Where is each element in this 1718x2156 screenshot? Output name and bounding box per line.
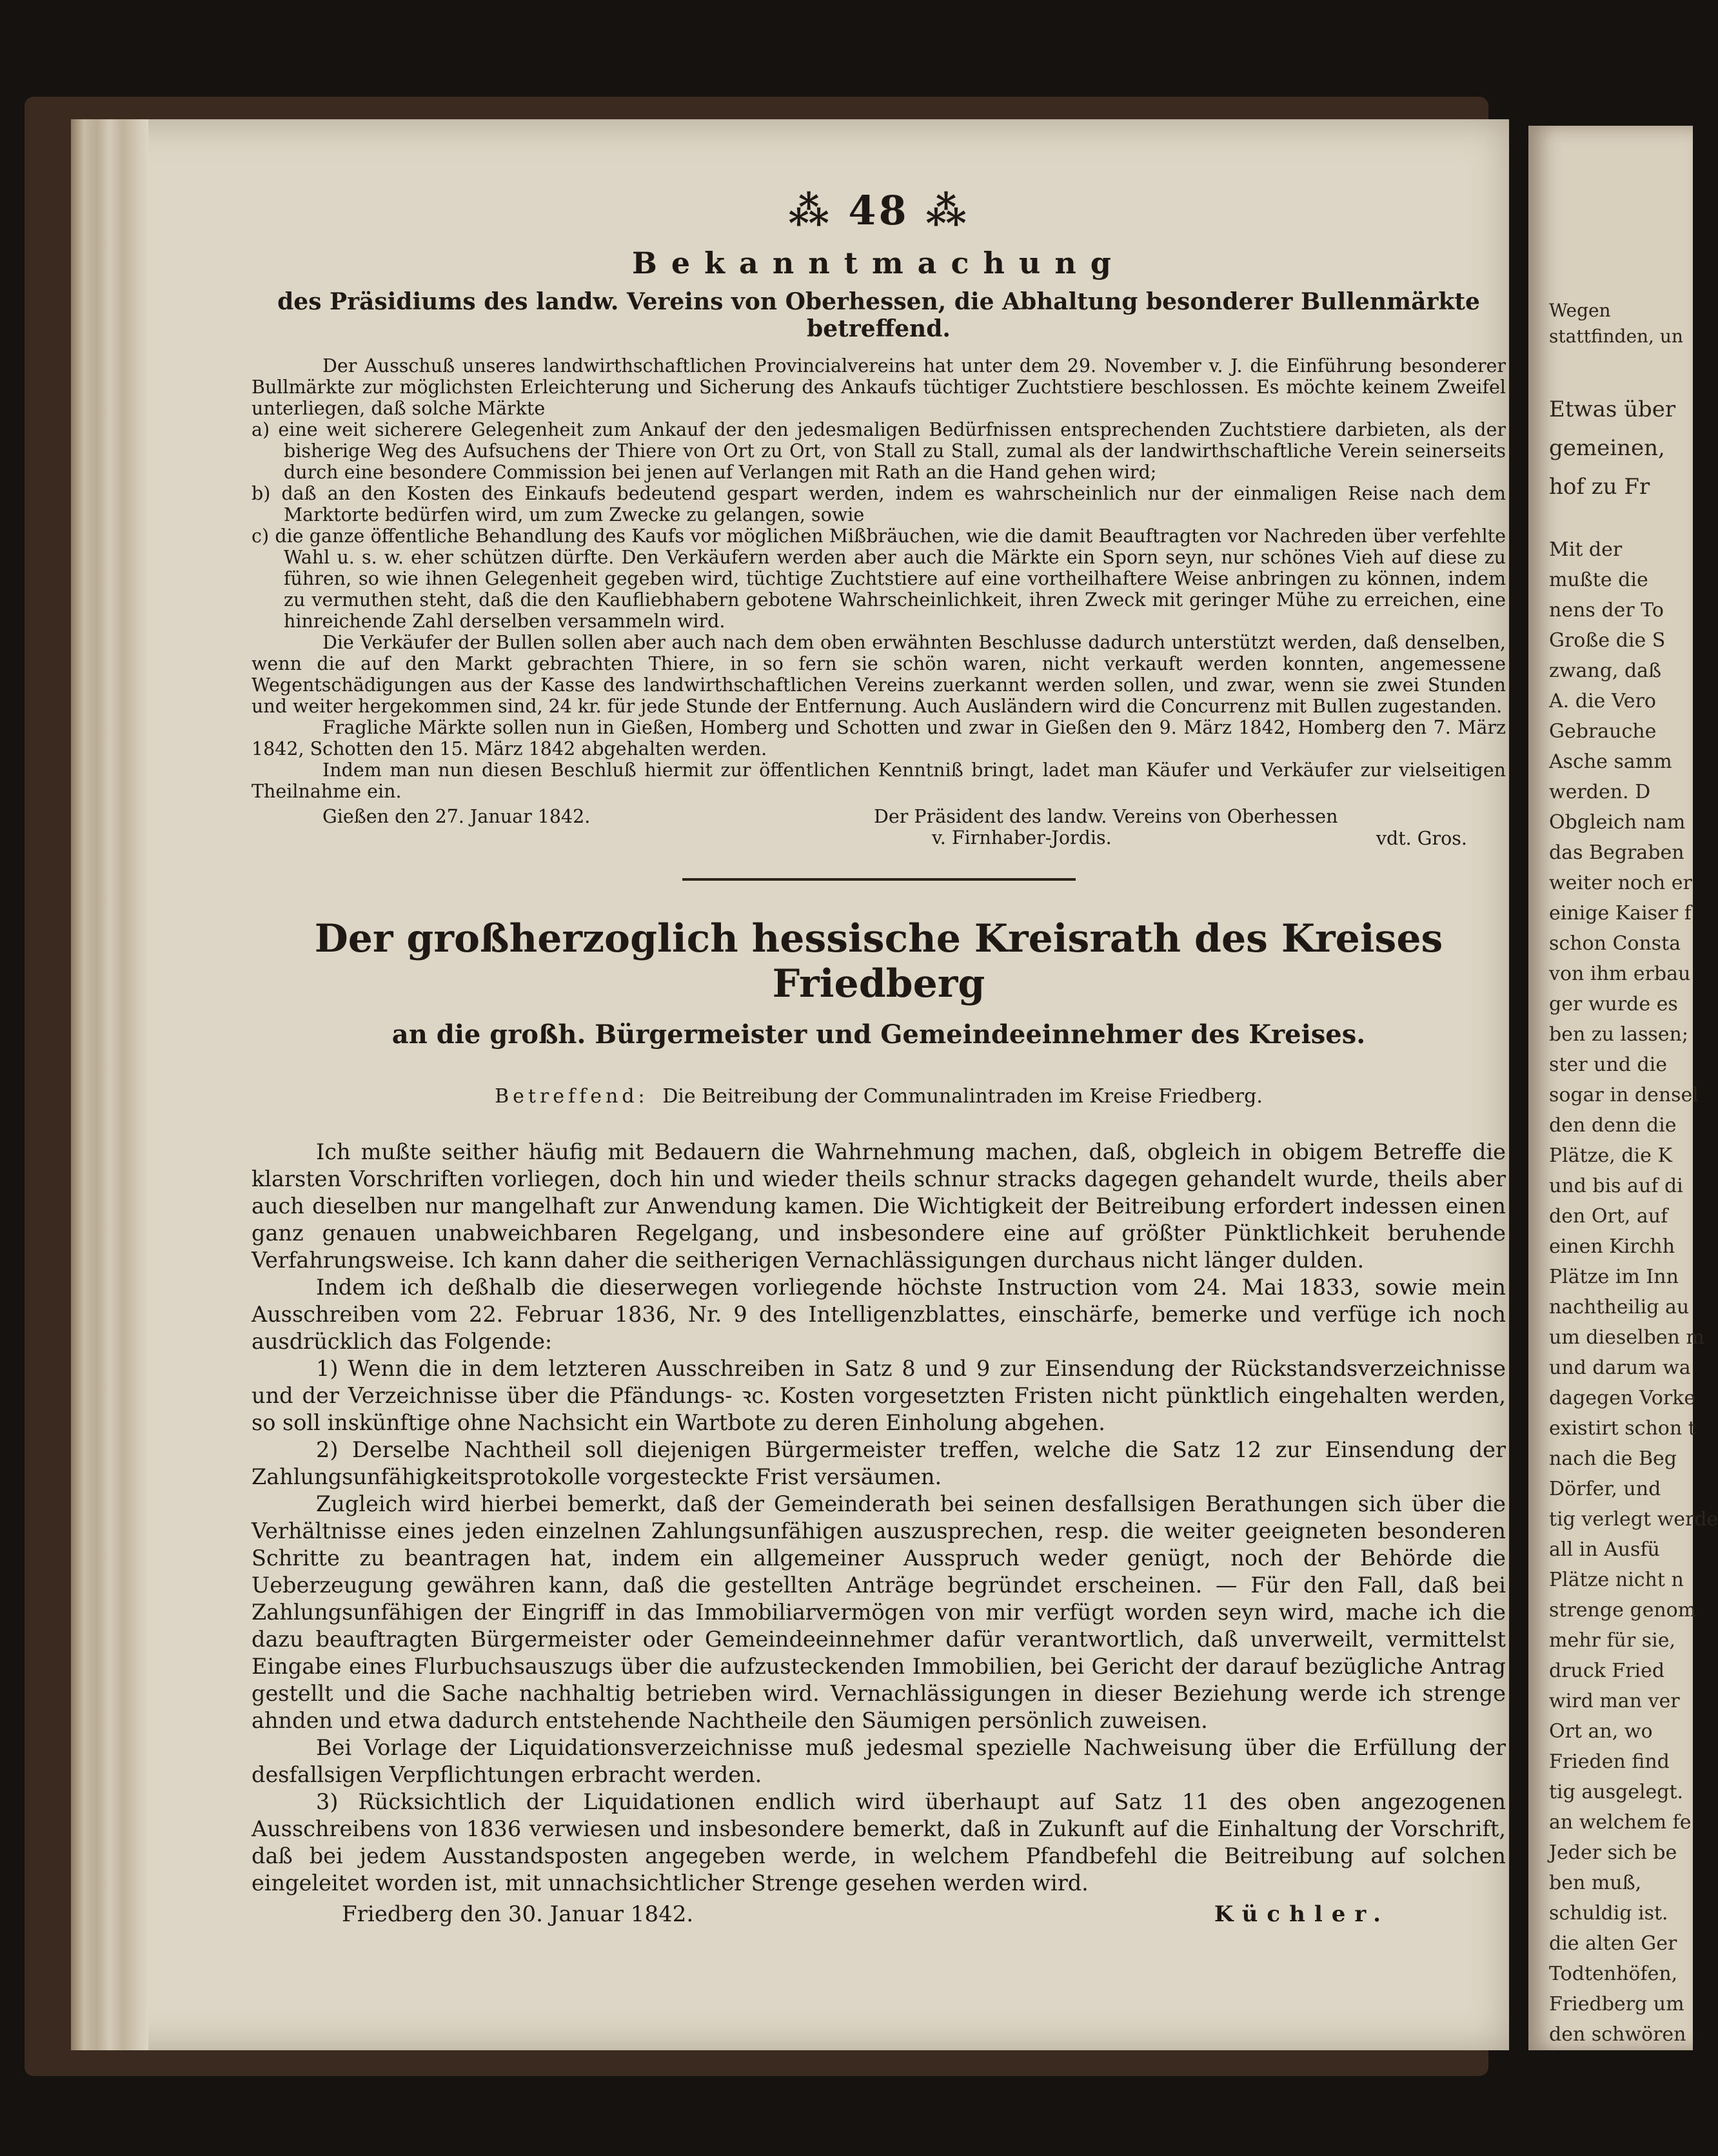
adjacent-page-line: Friedberg um [1549,1993,1684,2015]
adjacent-page-line: A. die Vero [1549,690,1656,712]
adjacent-page-line: Etwas über [1549,397,1676,422]
decree-title: Der großherzoglich hessische Kreisrath des Kreises Friedberg [314,916,1443,1006]
adjacent-page-line: stattfinden, un [1549,326,1683,347]
adjacent-page-line: Gebrauche [1549,720,1657,743]
adjacent-page-line: gemeinen, [1549,435,1665,461]
decree-paragraph: Zugleich wird hierbei bemerkt, daß der Gemeinderath bei seinen desfallsigen Berathungen sich über die Verhältnisse eines jeden einzelnen Zahlungsunfähigen auszusprechen, resp. die weiter geeigneten besonderen Schritte zu beantragen hat, indem ein allgemeiner Ausspruch weder genügt, noch der Behörde die Ueberzeugung gewähren kann, daß die gestellten Anträge begründet erscheinen. — Für den Fall, daß bei Zahlungsunfähigen der Eingriff in das Immobiliarvermögen von mir verfügt worden seyn wird, mache ich die dazu beauftragten Bürgermeister oder Gemeindeeinnehmer dafür verantwortlich, daß unverweilt, vermittelst Eingabe eines Flurbuchsauszugs über die aufzusteckenden Immobilien, bei Gericht der darauf bezügliche Antrag gestellt und die Sache nachhaltig betrieben wird. Vernachlässigungen in dieser Beziehung werde ich strenge ahnden und etwa dadurch entstehende Nachtheile den Säumigen persönlich zuweisen. [252,1491,1506,1733]
decree-point-3: 3) Rücksichtlich der Liquidationen endlich wird überhaupt auf Satz 11 des oben angezogenen Ausschreibens von 1836 verwiesen und insbesondere bemerkt, daß in Zukunft auf die Einhaltung der Vorschrift, daß bei jedem Ausstandsposten angegeben werde, in welchem Pfandbefehl die Beitreibung auf solchen eingeleitet worden ist, mit unnachsichtlicher Strenge gesehen werden wird. [252,1789,1506,1896]
decree-paragraph: Bei Vorlage der Liquidationsverzeichnisse muß jedesmal spezielle Nachweisung über die Erfüllung der desfallsigen Verpflichtungen erbracht werden. [252,1735,1506,1787]
notice-signature-block [252,802,1506,852]
decree-paragraph: Ich mußte seither häufig mit Bedauern die Wahrnehmung machen, daß, obgleich in obigem Betreffe die klarsten Vorschriften vorliegen, doch hin und wieder theils schnur stracks dagegen gehandelt wurde, theils aber auch dieselben nur mangelhaft zur Anwendung kamen. Die Wichtigkeit der Beitreibung erfordert indessen einen ganz genauen unabweichbaren Regelgang, und insbesondere eine auf größter Pünktlichkeit beruhende Verfahrungsweise. Ich kann daher die seitherigen Vernachlässigungen durchaus nicht länger dulden. [252,1139,1506,1273]
adjacent-page-line: wird man ver [1549,1690,1680,1712]
adjacent-page-line: an welchem fe [1549,1811,1692,1834]
adjacent-page-line: tig ausgelegt. [1549,1781,1684,1803]
adjacent-page-line: tig verlegt werde [1549,1508,1718,1531]
adjacent-page-line: den schwören [1549,2023,1686,2046]
decree-point-2: 2) Derselbe Nachtheil soll diejenigen Bürgermeister treffen, welche die Satz 12 zur Einsendung der Zahlungsunfähigkeitsprotokolle vorgesteckte Frist versäumen. [252,1437,1506,1489]
notice-place-date: Gießen den 27. Januar 1842. [322,806,591,827]
adjacent-page-line: Dörfer, und [1549,1478,1661,1500]
adjacent-page-line: weiter noch er [1549,872,1692,894]
notice-item-b: b) daß an den Kosten des Einkaufs bedeutend gespart werden, indem es wahrscheinlich nur der einmaligen Reise nach dem Marktorte bedürfen wird, um zum Zwecke zu gelangen, sowie [252,483,1506,525]
adjacent-page-line: werden. D [1549,781,1651,803]
notice-signer-name: v. Firnhaber-Jordis. [932,827,1112,848]
decree-point-1: 1) Wenn die in dem letzteren Ausschreiben in Satz 8 und 9 zur Einsendung der Rückstandsverzeichnisse und der Verzeichnisse über die Pfändungs- ꝛc. Kosten vorgesetzten Fristen nicht pünktlich eingehalten werden, so soll inskünftige ohne Nachsicht ein Wartbote zu deren Einholung abgehen. [252,1356,1506,1435]
notice-title: Bekanntmachung [632,246,1125,280]
adjacent-page-line: den Ort, auf [1549,1205,1668,1228]
adjacent-page-line: und bis auf di [1549,1175,1683,1197]
adjacent-page-line: Plätze nicht n [1549,1569,1684,1591]
notice-intro: Der Ausschuß unseres landwirthschaftlichen Provincialvereins hat unter dem 29. November v. J. die Einführung besonderer Bullmärkte zur möglichsten Erleichterung und Sicherung des Ankaufs tüchtiger Zuchtstiere beschlossen. Es möchte keinem Zweifel unterliegen, daß solche Märkte [252,355,1506,419]
adjacent-page-line: das Begraben [1549,841,1684,864]
decree-place-date: Friedberg den 30. Januar 1842. [342,1901,694,1927]
adjacent-page-line: ben muß, [1549,1872,1642,1894]
adjacent-page-line: Frieden find [1549,1750,1670,1773]
notice-item-a: a) eine weit sicherere Gelegenheit zum Ankauf der den jedesmaligen Bedürfnissen entsprechenden Zuchtstiere darbieten, als der bisherige Weg des Aufsuchens der Thiere von Ort zu Ort, von Stall zu Stall, zumal als der landwirthschaftliche Verein seinerseits durch eine besondere Commission bei jenen auf Verlangen mit Rath an die Hand gehen wird; [252,419,1506,483]
notice-signer-title: Der Präsident des landw. Vereins von Oberhessen [874,806,1338,827]
notice-paragraph: Indem man nun diesen Beschluß hiermit zur öffentlichen Kenntniß bringt, ladet man Käufer und Verkäufer zur vielseitigen Theilnahme ein. [252,760,1506,802]
adjacent-page-line: mehr für sie, [1549,1629,1675,1652]
adjacent-page-line: die alten Ger [1549,1932,1677,1955]
adjacent-page-line: Jeder sich be [1549,1841,1677,1864]
adjacent-page-line: einige Kaiser f [1549,902,1692,925]
adjacent-page-line: Plätze, die K [1549,1144,1672,1167]
adjacent-page [1528,126,1718,2050]
adjacent-page-line: nachtheilig au [1549,1296,1690,1318]
decree-signature: Küchler. [1214,1901,1390,1927]
adjacent-page-line: von ihm erbau [1549,963,1691,985]
adjacent-page-line: den denn die [1549,1114,1677,1137]
page-number: ⁂ 48 ⁂ [788,187,969,234]
adjacent-page-line: sogar in densel [1549,1084,1699,1106]
adjacent-page-line: schuldig ist. [1549,1902,1668,1925]
decree-subject [252,1085,1506,1108]
adjacent-page-line: ger wurde es [1549,993,1678,1015]
notice-vdt: vdt. Gros. [1376,828,1467,849]
page-gutter [71,119,148,2050]
adjacent-page-line: Ort an, wo [1549,1720,1653,1743]
adjacent-page-line: nach die Beg [1549,1447,1677,1470]
decree-paragraph: Indem ich deßhalb die dieserwegen vorliegende höchste Instruction vom 24. Mai 1833, sowie mein Ausschreiben vom 22. Februar 1836, Nr. 9 des Intelligenzblattes, einschärfe, bemerke und verfüge ich noch ausdrücklich das Folgende: [252,1275,1506,1354]
adjacent-page-line: Obgleich nam [1549,811,1686,834]
adjacent-page-line: Todtenhöfen, [1549,1963,1678,1985]
adjacent-page-line: Wegen [1549,300,1611,321]
decree-subtitle: an die großh. Bürgermeister und Gemeindeeinnehmer des Kreises. [391,1019,1366,1050]
adjacent-page-line: zwang, daß [1549,660,1662,682]
decree-subject-text: Die Beitreibung der Communalintraden im Kreise Friedberg. [662,1085,1263,1108]
adjacent-page-line: ben zu lassen; [1549,1023,1688,1046]
adjacent-page-line: Große die S [1549,629,1666,652]
decree-signature-block [252,1901,1506,1933]
adjacent-page-line: hof zu Fr [1549,474,1650,500]
section-divider [682,878,1076,881]
adjacent-page-line: Plätze im Inn [1549,1266,1679,1288]
adjacent-page-line: schon Consta [1549,932,1681,955]
adjacent-page-line: dagegen Vorke [1549,1387,1696,1409]
adjacent-page-line: Asche samm [1549,750,1672,773]
page-content [252,187,1506,1933]
adjacent-page-line: existirt schon t [1549,1417,1696,1440]
notice-item-c: c) die ganze öffentliche Behandlung des Kaufs vor möglichen Mißbräuchen, wie die damit Beauftragten vor Nachreden über verfehlte Wahl u. s. w. eher schützen dürfte. Den Verkäufern werden aber auch die Märkte ein Sporn seyn, nur schönes Vieh auf diese zu führen, so wie ihnen Gelegenheit gegeben wird, tüchtige Zuchtstiere auf eine vortheilhaftere Weise anbringen zu können, indem zu vermuthen steht, daß die den Kaufliebhabern gebotene Wahrscheinlichkeit, ihren Zweck mit geringer Mühe zu erreichen, eine hinreichende Zahl derselben versammeln wird. [252,525,1506,632]
notice-paragraph: Die Verkäufer der Bullen sollen aber auch nach dem oben erwähnten Beschlusse dadurch unterstützt werden, daß denselben, wenn die auf den Markt gebrachten Thiere, in so fern sie schön waren, nicht verkauft werden konnten, angemessene Wegentschädigungen aus der Kasse des landwirthschaftlichen Vereins zuerkannt werden sollen, und zwar, wenn sie zwei Stunden und weiter hergekommen sind, 24 kr. für jede Stunde der Entfernung. Auch Ausländern wird die Concurrenz mit Bullen zugestanden. [252,632,1506,717]
notice-subtitle: des Präsidiums des landw. Vereins von Oberhessen, die Abhaltung besonderer Bullenmärkte betreffend. [277,288,1480,342]
adjacent-page-line: um dieselben m [1549,1326,1704,1349]
decree-subject-label: Betreffend: [495,1085,649,1108]
adjacent-page-line: strenge genom [1549,1599,1697,1622]
adjacent-page-line: einen Kirchh [1549,1235,1675,1258]
adjacent-page-line: all in Ausfü [1549,1538,1660,1561]
adjacent-page-line: druck Fried [1549,1660,1665,1682]
adjacent-page-line: ster und die [1549,1054,1668,1076]
notice-paragraph: Fragliche Märkte sollen nun in Gießen, Homberg und Schotten und zwar in Gießen den 9. März 1842, Homberg den 7. März 1842, Schotten den 15. März 1842 abgehalten werden. [252,717,1506,760]
adjacent-page-line: und darum wa [1549,1357,1691,1379]
notice-signer [874,806,1338,848]
adjacent-page-line: mußte die [1549,569,1648,591]
adjacent-page-line: Mit der [1549,538,1623,561]
adjacent-page-line: nens der To [1549,599,1664,622]
